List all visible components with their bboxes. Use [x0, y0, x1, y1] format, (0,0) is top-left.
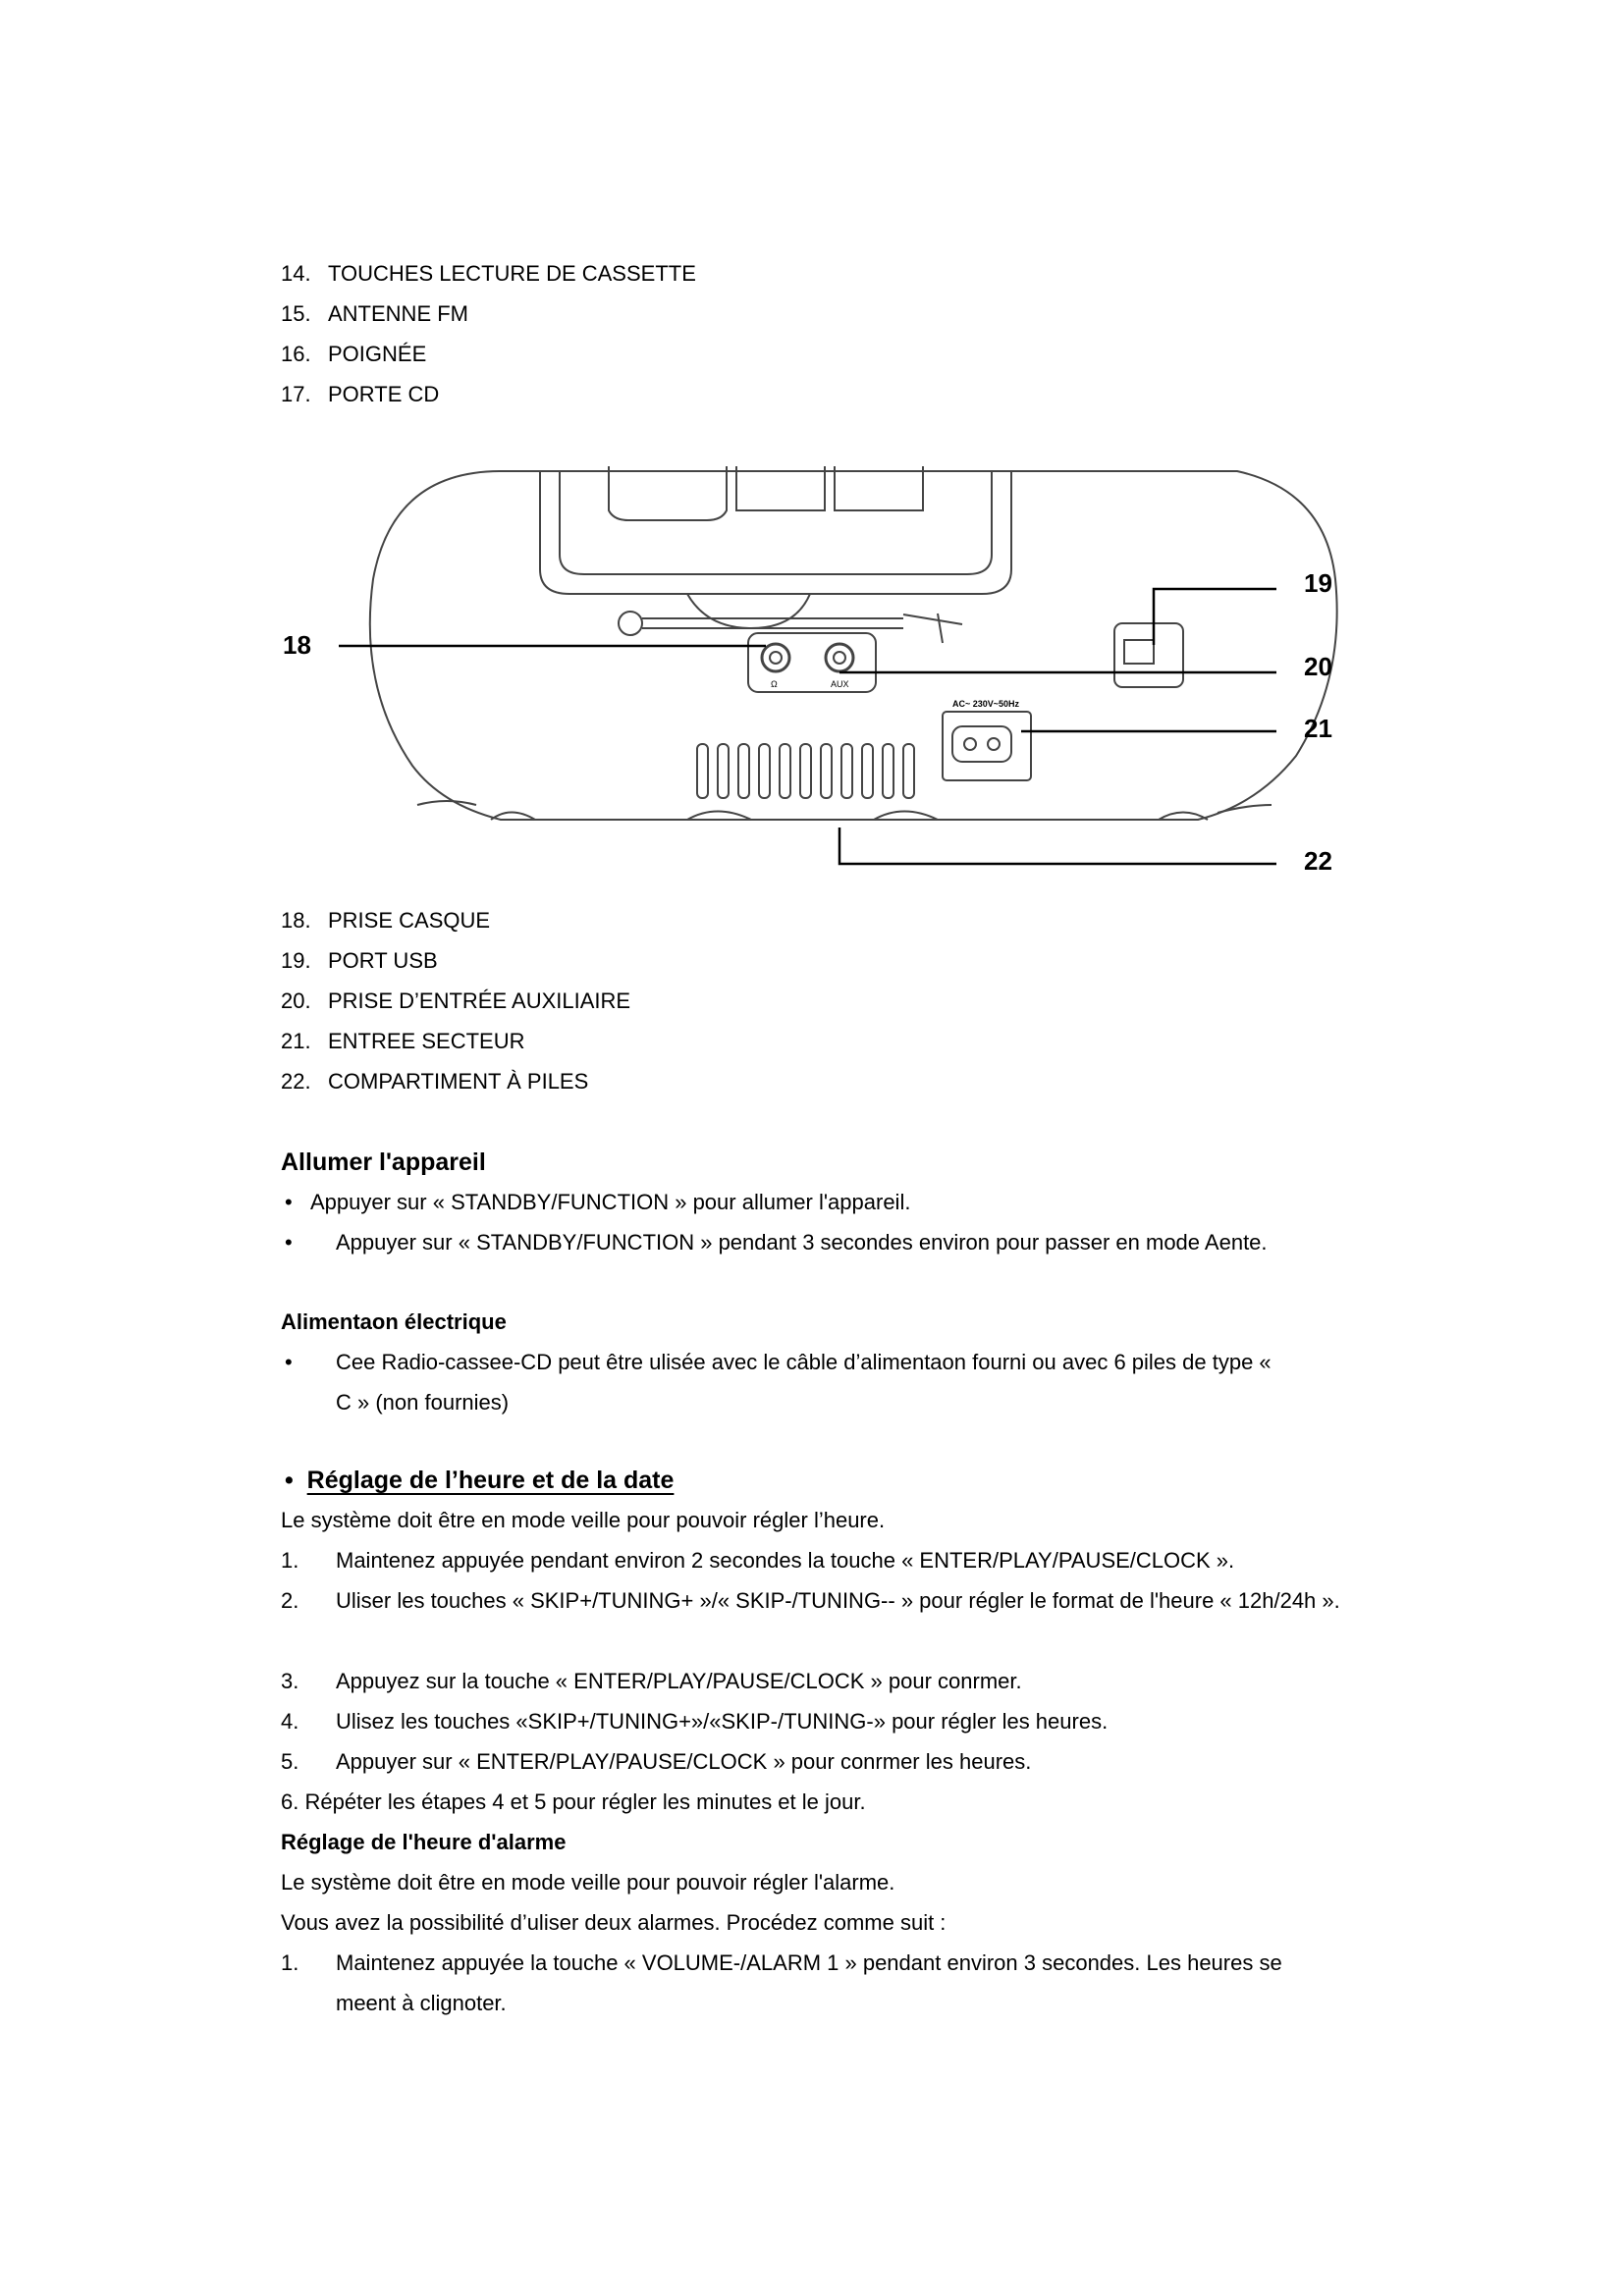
step-text: Maintenez appuyée la touche « VOLUME-/ALARM 1 » pendant environ 3 secondes. Les heures se meent à clignoter. — [336, 1950, 1282, 2015]
section-title-alarm-setting: Réglage de l'heure d'alarme — [281, 1830, 567, 1854]
item-number: 15. — [281, 301, 311, 326]
item-label: PRISE D’ENTRÉE AUXILIAIRE — [328, 988, 631, 1013]
step-text: Uliser les touches « SKIP+/TUNING+ »/« SKIP-/TUNING-- » pour régler le format de l'heure « 12h/24h ». — [336, 1588, 1340, 1613]
step-text: Répéter les étapes 4 et 5 pour régler les minutes et le jour. — [304, 1789, 866, 1814]
alarm-intro-1: Le système doit être en mode veille pour pouvoir régler l'alarme. — [281, 1870, 895, 1895]
bullet-icon: • — [285, 1350, 293, 1374]
section-title-power-supply: Alimentaon électrique — [281, 1309, 507, 1334]
item-number: 22. — [281, 1069, 311, 1094]
bullet-icon: • — [285, 1467, 307, 1494]
section-title-power-on: Allumer l'appareil — [281, 1148, 486, 1176]
bullet-icon: • — [285, 1230, 293, 1255]
step-item — [281, 1782, 866, 1822]
step-item — [281, 1943, 1341, 2023]
step-number: 3. — [281, 1669, 299, 1693]
list-item — [281, 253, 696, 294]
step-number: 6. — [281, 1789, 299, 1814]
callout-label: 19 — [1304, 568, 1332, 598]
item-number: 21. — [281, 1029, 311, 1053]
alarm-intro-2: Vous avez la possibilité d’uliser deux alarmes. Procédez comme suit : — [281, 1910, 947, 1935]
step-item — [281, 1540, 1341, 1580]
bullet-icon: • — [285, 1190, 293, 1214]
step-number: 1. — [281, 1950, 299, 1975]
item-label: PORTE CD — [328, 382, 440, 406]
list-item — [281, 900, 630, 940]
item-label: ENTREE SECTEUR — [328, 1029, 525, 1053]
section-title-text: Réglage de l’heure et de la date — [306, 1467, 675, 1494]
list-item — [281, 294, 696, 334]
step-item — [281, 1701, 1341, 1741]
step-item — [281, 1661, 1341, 1701]
step-text: Appuyer sur « ENTER/PLAY/PAUSE/CLOCK » pour conrmer les heures. — [336, 1749, 1032, 1774]
list-item — [281, 940, 630, 981]
item-label: COMPARTIMENT À PILES — [328, 1069, 589, 1094]
list-item — [281, 334, 696, 374]
item-label: PORT USB — [328, 948, 438, 973]
list-item — [281, 1061, 630, 1101]
bullet-text: Appuyer sur « STANDBY/FUNCTION » pour allumer l'appareil. — [310, 1190, 911, 1214]
item-label: POIGNÉE — [328, 342, 427, 366]
step-text: Appuyez sur la touche « ENTER/PLAY/PAUSE/CLOCK » pour conrmer. — [336, 1669, 1022, 1693]
item-number: 17. — [281, 382, 311, 406]
step-number: 4. — [281, 1709, 299, 1734]
time-setting-intro: Le système doit être en mode veille pour pouvoir régler l’heure. — [281, 1508, 886, 1532]
list-item — [281, 1021, 630, 1061]
section-title-time-setting — [285, 1467, 697, 1495]
headphone-jack-label: Ω — [771, 679, 778, 689]
parts-list-top — [281, 253, 696, 414]
callout-label: 21 — [1304, 714, 1332, 743]
item-number: 19. — [281, 948, 311, 973]
item-label: ANTENNE FM — [328, 301, 468, 326]
bullet-item — [285, 1182, 910, 1222]
parts-list-bottom — [281, 900, 630, 1101]
device-back-diagram — [275, 432, 1365, 883]
step-item — [281, 1741, 1341, 1782]
callout-label: 20 — [1304, 652, 1332, 681]
item-number: 20. — [281, 988, 311, 1013]
item-number: 16. — [281, 342, 311, 366]
step-item — [281, 1580, 1341, 1621]
list-item — [281, 981, 630, 1021]
bullet-text: Cee Radio-cassee-CD peut être ulisée avec le câble d’alimentaon fourni ou avec 6 piles de type « C » (non fournies) — [336, 1350, 1272, 1415]
step-number: 2. — [281, 1588, 299, 1613]
list-item — [281, 374, 696, 414]
bullet-text: Appuyer sur « STANDBY/FUNCTION » pendant 3 secondes environ pour passer en mode Aente. — [336, 1230, 1268, 1255]
item-number: 18. — [281, 908, 311, 933]
item-label: TOUCHES LECTURE DE CASSETTE — [328, 261, 696, 286]
callout-label: 18 — [283, 630, 311, 660]
aux-jack-label: AUX — [831, 679, 849, 689]
step-number: 1. — [281, 1548, 299, 1573]
step-number: 5. — [281, 1749, 299, 1774]
item-number: 14. — [281, 261, 311, 286]
step-text: Maintenez appuyée pendant environ 2 secondes la touche « ENTER/PLAY/PAUSE/CLOCK ». — [336, 1548, 1235, 1573]
item-label: PRISE CASQUE — [328, 908, 491, 933]
callout-label: 22 — [1304, 846, 1332, 876]
ac-panel-label: AC~ 230V~50Hz — [952, 699, 1020, 709]
step-text: Ulisez les touches «SKIP+/TUNING+»/«SKIP-/TUNING-» pour régler les heures. — [336, 1709, 1109, 1734]
